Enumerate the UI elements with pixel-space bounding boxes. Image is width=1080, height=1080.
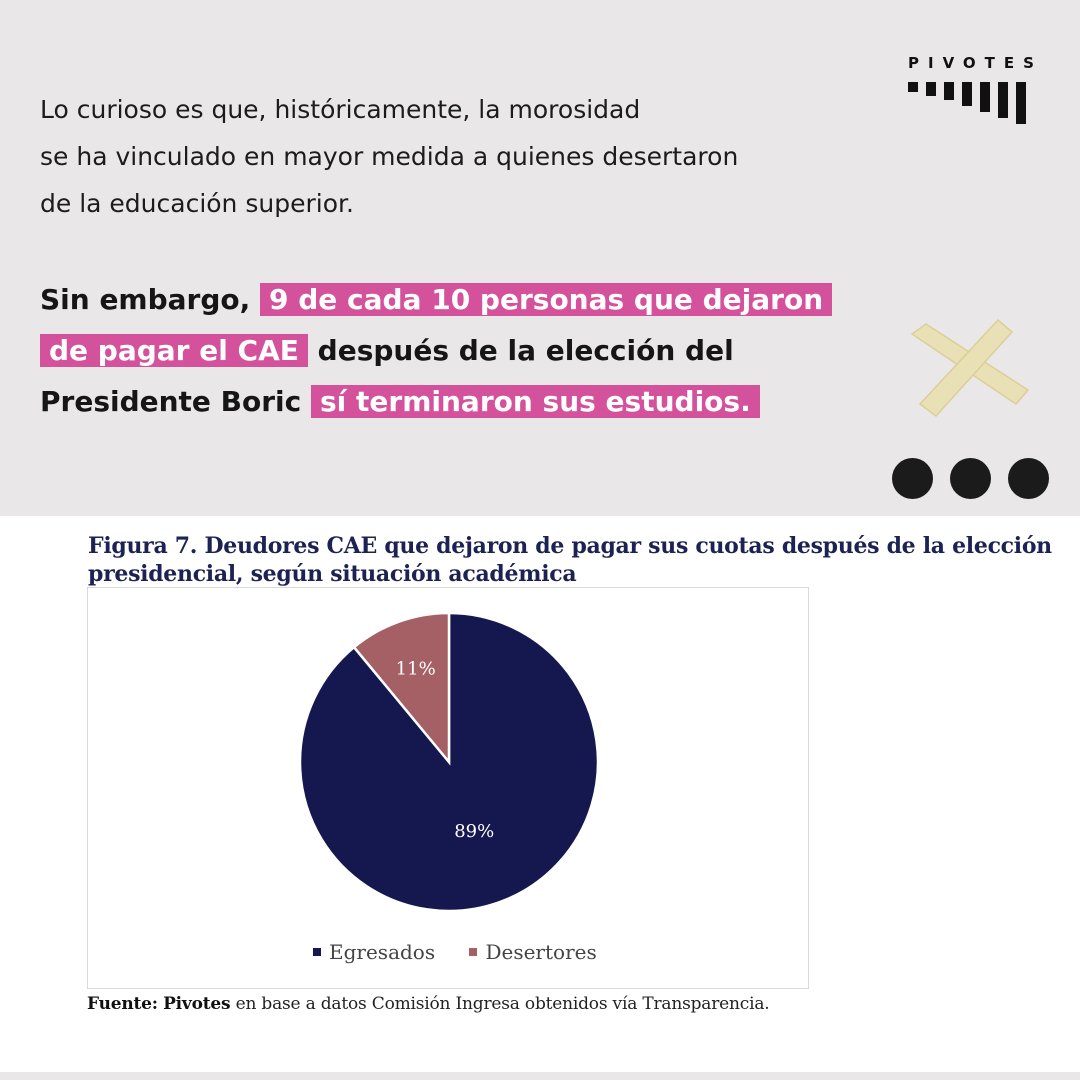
claim-line-1 [40, 274, 870, 325]
legend-swatch-egresados [313, 948, 321, 956]
intro-paragraph [40, 86, 860, 227]
dot-icon [1008, 458, 1049, 499]
tape-cross-icon [900, 312, 1040, 422]
figure-title-line: presidencial, según situación académica [88, 561, 577, 587]
claim-highlight-2: de pagar el CAE [40, 334, 308, 367]
legend-item-desertores [469, 940, 596, 964]
intro-line: Lo curioso es que, históricamente, la morosidad [40, 95, 641, 124]
legend-label: Desertores [485, 940, 597, 964]
legend-item-egresados [313, 940, 435, 964]
pie-chart [87, 587, 809, 989]
claim-middle: después de la elección del [317, 334, 734, 367]
three-dots-icon [892, 458, 1052, 500]
bottom-strip [0, 1072, 1080, 1080]
claim-highlight-3: sí terminaron sus estudios. [311, 385, 760, 418]
pivotes-logo [908, 54, 1043, 126]
intro-line: de la educación superior. [40, 189, 354, 218]
source-label: Fuente: [87, 994, 158, 1014]
figure-source [87, 994, 769, 1014]
legend-swatch-desertores [469, 948, 477, 956]
source-text: en base a datos Comisión Ingresa obtenidos vía Transparencia. [230, 994, 770, 1014]
pivotes-bars-logo-icon [908, 78, 1038, 124]
claim-paragraph [40, 274, 870, 427]
dot-icon [892, 458, 933, 499]
pie-data-label-egresados: 89% [454, 821, 495, 843]
pie-data-label-desertores: 11% [395, 658, 436, 680]
intro-line: se ha vinculado en mayor medida a quienes desertaron [40, 142, 739, 171]
claim-line-3 [40, 376, 870, 427]
claim-tail: Presidente Boric [40, 385, 302, 418]
dot-icon [950, 458, 991, 499]
source-brand: Pivotes [163, 994, 231, 1014]
pie-chart-svg [88, 588, 808, 988]
figure-title [88, 532, 1068, 588]
figure-title-line: Figura 7. Deudores CAE que dejaron de pagar sus cuotas después de la elección [88, 533, 1052, 559]
claim-line-2 [40, 325, 870, 376]
legend-label: Egresados [329, 940, 436, 964]
claim-lead: Sin embargo, [40, 283, 251, 316]
logo-wordmark: PIVOTES [908, 54, 1043, 72]
claim-highlight-1: 9 de cada 10 personas que dejaron [260, 283, 832, 316]
chart-legend [313, 940, 625, 964]
